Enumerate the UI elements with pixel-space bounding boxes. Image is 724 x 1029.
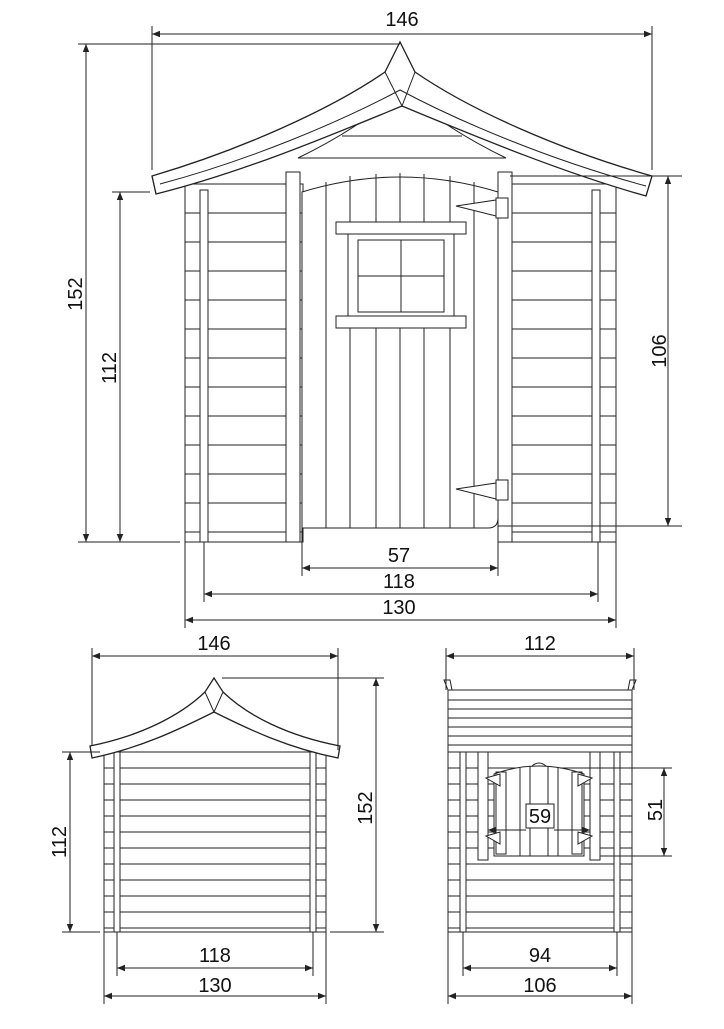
front-corner-post-left	[200, 190, 208, 542]
front-window-rail-bottom	[336, 316, 466, 328]
side-dimension-inner-width: 118	[199, 945, 231, 967]
back-window-post-left	[478, 752, 488, 860]
back-post-right	[614, 752, 620, 932]
dimension-door-width: 57	[387, 545, 411, 567]
back-dimension-outer-width: 106	[523, 975, 557, 997]
side-wall	[104, 752, 326, 932]
back-dimension-window-height: 51	[645, 798, 667, 822]
dimension-total-height: 152	[65, 277, 87, 311]
dimension-outer-width: 130	[382, 597, 416, 619]
side-dimension-wall-height: 112	[49, 826, 71, 858]
back-post-left	[460, 752, 466, 932]
back-dimension-inner-width: 94	[528, 945, 552, 967]
front-corner-post-right	[592, 190, 600, 542]
back-roof	[448, 690, 632, 752]
front-door-post-left	[286, 172, 300, 542]
back-dimension-roof-width: 112	[524, 633, 556, 655]
dimension-inner-width: 118	[383, 571, 415, 593]
front-view	[152, 42, 652, 542]
front-window-rail-top	[336, 222, 466, 234]
side-dimension-outer-width: 130	[198, 975, 232, 997]
dimension-door-height: 106	[649, 334, 671, 368]
side-post-right	[310, 752, 316, 932]
side-dimension-total-height: 152	[355, 791, 377, 825]
dimension-wall-height: 112	[99, 352, 121, 384]
side-dimension-roof-width: 146	[197, 633, 231, 655]
dimension-roof-width: 146	[385, 9, 419, 31]
side-view	[90, 678, 340, 932]
side-post-left	[114, 752, 120, 932]
back-dimension-window-width: 59	[528, 806, 552, 828]
